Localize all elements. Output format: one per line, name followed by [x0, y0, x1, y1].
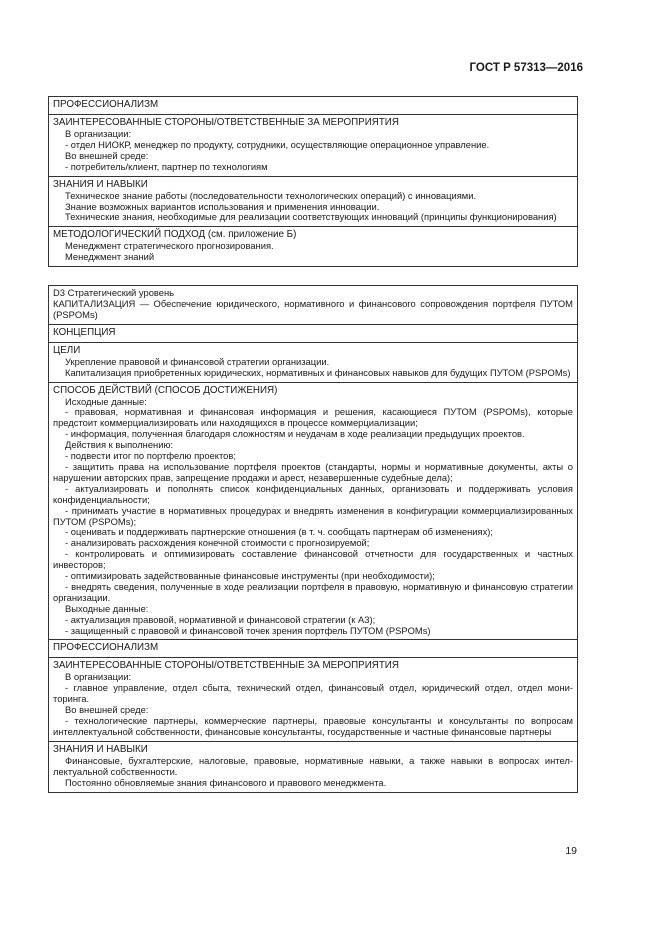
text-line: Менеджмент стратегического прогнозирования.	[65, 240, 274, 252]
section-title: ЗАИНТЕРЕСОВАННЫЕ СТОРОНЫ/ОТВЕТСТВЕННЫЕ ЗА МЕРОПРИЯТИЯ	[53, 660, 399, 672]
text-line: - подвести итог по портфелю проектов;	[65, 450, 236, 462]
text-line: - информация, полученная благодаря сложностям и неудачам в ходе реализации предыдущих проектов.	[65, 428, 525, 440]
section-method	[49, 226, 577, 266]
section-title: ЗНАНИЯ И НАВЫКИ	[53, 743, 148, 755]
competence-table-1	[48, 96, 578, 267]
text-line: - защитить права на использование портфеля проектов (стандарты, нормы и нормативные документы, акты о нарушении авторских прав, запрещение продажи и арест, незавершенные судебные дела);	[53, 460, 573, 483]
text-line: - отдел НИОКР, менеджер по продукту, сотрудники, осуществляющие операционное управление.	[65, 138, 490, 150]
text-line: - внедрять сведения, полученные в ходе реализации портфеля в правовую, нормативную и финансовую стратегии организации.	[53, 580, 573, 603]
text-line: Укрепление правовой и финансовой стратегии организации.	[65, 355, 330, 367]
text-line: В организации:	[65, 671, 132, 683]
text-line: - актуализировать и пополнять список конфиденциальных данных, организовать и поддерживать условия конфиденциальности;	[53, 482, 573, 505]
section-title: ЗНАНИЯ И НАВЫКИ	[53, 178, 148, 190]
section-title: ЗАИНТЕРЕСОВАННЫЕ СТОРОНЫ/ОТВЕТСТВЕННЫЕ ЗА МЕРОПРИЯТИЯ	[53, 117, 399, 128]
document-id: ГОСТ Р 57313—2016	[469, 62, 583, 74]
text-line: Финансовые, бухгалтерские, налоговые, правовые, нормативные навыки, а также навыки в вопросах интеллектуальной собственности.	[53, 754, 573, 777]
text-line: Во внешней среде:	[65, 149, 149, 161]
level-label: D3 Стратегический уровень	[53, 287, 175, 298]
text-line: Знание возможных вариантов использования и применения инновации.	[65, 200, 380, 212]
section-title: СПОСОБ ДЕЙСТВИЙ (СПОСОБ ДОСТИЖЕНИЯ)	[53, 384, 278, 396]
section-header	[49, 286, 577, 324]
section-goals	[49, 342, 577, 382]
section-professionalism: ПРОФЕССИОНАЛИЗМ	[53, 99, 159, 110]
text-line: - оценивать и поддерживать партнерские отношения (в т. ч. сообщать партнерам об изменениях);	[65, 526, 494, 538]
text-line: - контролировать и оптимизировать составление финансовой отчетности для государственных и частных инвесторов;	[53, 548, 573, 571]
text-line: Постоянно обновляемые знания финансового и правового менеджмента.	[65, 776, 387, 788]
section-concept: КОНЦЕПЦИЯ	[49, 324, 577, 342]
text-line: - принимать участие в нормативных процедурах и внедрять изменения в конфигурации коммерциализированных ПУТОМ (PSPOMs);	[53, 504, 573, 527]
text-line: - потребитель/клиент, партнер по технологиям	[65, 160, 268, 172]
section-title: МЕТОДОЛОГИЧЕСКИЙ ПОДХОД (см. приложение Б)	[53, 229, 297, 241]
text-line: - технологические партнеры, коммерческие партнеры, правовые консультанты и консультанты по вопросам интеллектуальной собственности, финансовые консультанты, государственные и частные финансовые партнеры	[53, 715, 573, 737]
text-line: Капитализация приобретенных юридических, нормативных и финансовых навыков для будущих ПУТОМ (PSPOMs)	[65, 366, 571, 378]
text-line: Технические знания, необходимые для реализации соответствующих инноваций (принципы функционирования)	[65, 211, 557, 223]
text-line: В организации:	[65, 128, 132, 139]
text-line: - защищенный с правовой и финансовой точек зрения портфель ПУТОМ (PSPOMs)	[65, 624, 431, 636]
text-line: Исходные данные:	[65, 395, 147, 407]
section-professionalism: ПРОФЕССИОНАЛИЗМ	[49, 639, 577, 657]
section-title: ЦЕЛИ	[53, 344, 81, 356]
section-actions	[49, 382, 577, 640]
text-line: Выходные данные:	[65, 602, 149, 614]
section-stakeholders	[49, 657, 577, 740]
text-line: Техническое знание работы (последовательности технологических операций) с инновациями.	[65, 189, 477, 201]
text-line: Во внешней среде:	[65, 704, 149, 716]
section-skills	[49, 741, 577, 792]
capitalization-definition: КАПИТАЛИЗАЦИЯ — Обеспечение юридического, нормативного и финансового сопровождения портфеля ПУТОМ (PSPOMs)	[53, 297, 573, 320]
text-line: - правовая, нормативная и финансовая информация и решения, касающиеся ПУТОМ (PSPOMs), которые предстоит коммерциализировать или находящихся в процессе коммерциализации;	[53, 406, 573, 429]
page-number: 19	[565, 845, 577, 857]
text-line: - главное управление, отдел сбыта, технический отдел, финансовый отдел, юридический отдел, отдел мониторинга.	[53, 682, 573, 705]
text-line: Менеджмент знаний	[65, 251, 155, 263]
text-line: - актуализация правовой, нормативной и финансовой стратегии (к А3);	[65, 613, 376, 625]
section-skills	[49, 176, 577, 227]
text-line: Действия к выполнению:	[65, 439, 174, 451]
competence-table-2	[48, 285, 578, 793]
section-stakeholders	[49, 114, 577, 176]
text-line: - анализировать расхождения конечной стоимости с прогнозируемой;	[65, 537, 370, 549]
text-line: - оптимизировать задействованные финансовые инструменты (при необходимости);	[65, 570, 435, 582]
